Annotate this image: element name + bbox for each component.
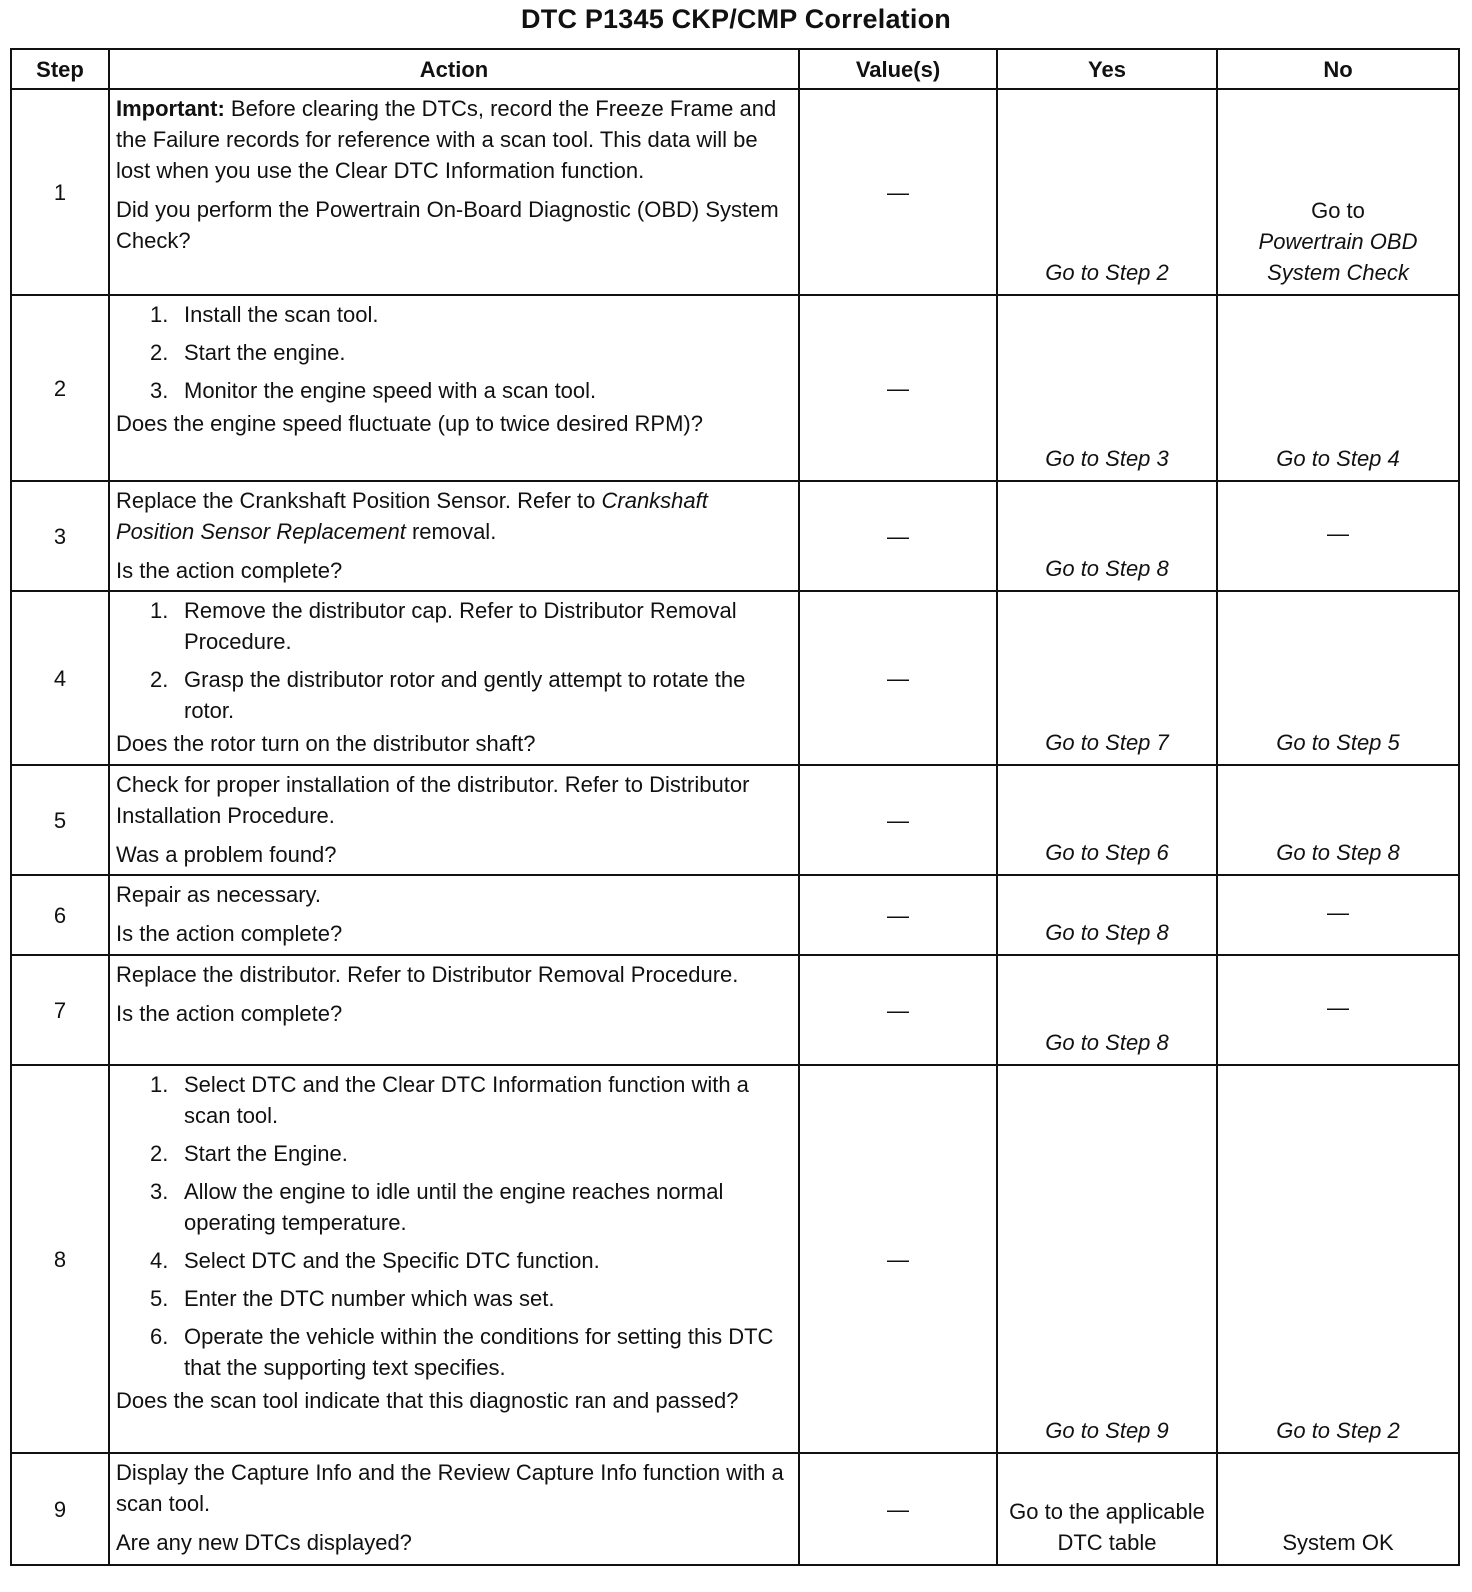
action-cell: [109, 1065, 799, 1453]
action-cell: [109, 295, 799, 481]
value-cell: —: [799, 295, 997, 481]
list-item: 5. Enter the DTC number which was set.: [150, 1286, 555, 1311]
header-step: Step: [11, 49, 109, 89]
table-row: [11, 1453, 1459, 1565]
action-question: Are any new DTCs displayed?: [116, 1530, 412, 1555]
action-text: Display the Capture Info and the Review Capture Info function with a scan tool.: [116, 1460, 784, 1516]
table-row: [11, 875, 1459, 955]
step-number: 9: [11, 1453, 109, 1565]
step-number: 3: [11, 481, 109, 591]
step-number: 1: [11, 89, 109, 295]
table-row: [11, 295, 1459, 481]
action-question: Is the action complete?: [116, 558, 343, 583]
important-note: [116, 93, 792, 186]
list-item: 3. Monitor the engine speed with a scan tool.: [150, 378, 597, 403]
action-text: Check for proper installation of the distributor. Refer to Distributor Installation Procedure.: [116, 772, 750, 828]
value-cell: —: [799, 765, 997, 875]
no-cell: System OK: [1217, 1453, 1459, 1565]
list-item: 1. Select DTC and the Clear DTC Information function with a scan tool.: [150, 1072, 749, 1128]
table-row: [11, 1065, 1459, 1453]
action-cell: [109, 765, 799, 875]
yes-cell: Go to Step 8: [997, 875, 1217, 955]
no-cell: Go to Step 2: [1217, 1065, 1459, 1453]
important-label: Important:: [116, 96, 225, 121]
list-item: 2. Start the engine.: [150, 340, 346, 365]
no-cell: —: [1217, 955, 1459, 1065]
yes-cell: Go to Step 7: [997, 591, 1217, 765]
action-cell: [109, 1453, 799, 1565]
important-text: Before clearing the DTCs, record the Freeze Frame and the Failure records for reference with a scan tool. This data will be lost when you use the Clear DTC Information function.: [116, 96, 777, 183]
list-item: 1. Install the scan tool.: [150, 302, 379, 327]
action-cell: [109, 481, 799, 591]
action-cell: [109, 875, 799, 955]
value-cell: —: [799, 591, 997, 765]
header-row: [11, 49, 1459, 89]
table-row: [11, 955, 1459, 1065]
action-question: Does the scan tool indicate that this diagnostic ran and passed?: [116, 1388, 739, 1413]
value-cell: —: [799, 1065, 997, 1453]
no-cell: Go to Step 4: [1217, 295, 1459, 481]
action-cell: [109, 955, 799, 1065]
value-cell: —: [799, 955, 997, 1065]
list-item: 1. Remove the distributor cap. Refer to Distributor Removal Procedure.: [150, 598, 737, 654]
table-row: [11, 591, 1459, 765]
value-cell: —: [799, 89, 997, 295]
action-text: Repair as necessary.: [116, 882, 322, 907]
header-action: Action: [109, 49, 799, 89]
header-yes: Yes: [997, 49, 1217, 89]
step-number: 2: [11, 295, 109, 481]
yes-cell: Go to Step 3: [997, 295, 1217, 481]
table-row: [11, 481, 1459, 591]
no-cell: —: [1217, 481, 1459, 591]
action-question: Does the rotor turn on the distributor shaft?: [116, 731, 536, 756]
list-item: 2. Start the Engine.: [150, 1141, 348, 1166]
action-question: Is the action complete?: [116, 1001, 343, 1026]
no-reference: Powertrain OBD System Check: [1258, 229, 1418, 285]
action-text: Replace the distributor. Refer to Distributor Removal Procedure.: [116, 962, 739, 987]
action-question: Is the action complete?: [116, 921, 343, 946]
value-cell: —: [799, 481, 997, 591]
action-question: Did you perform the Powertrain On-Board Diagnostic (OBD) System Check?: [116, 197, 779, 253]
page-title: DTC P1345 CKP/CMP Correlation: [521, 4, 951, 34]
action-question: Was a problem found?: [116, 842, 337, 867]
list-item: 4. Select DTC and the Specific DTC function.: [150, 1248, 600, 1273]
no-prefix: Go to: [1311, 198, 1365, 223]
step-number: 8: [11, 1065, 109, 1453]
list-item: 3. Allow the engine to idle until the engine reaches normal operating temperature.: [150, 1179, 724, 1235]
action-cell: [109, 89, 799, 295]
list-item: 6. Operate the vehicle within the conditions for setting this DTC that the supporting text specifies.: [150, 1324, 774, 1380]
yes-cell: Go to Step 9: [997, 1065, 1217, 1453]
yes-cell: Go to Step 8: [997, 481, 1217, 591]
header-no: No: [1217, 49, 1459, 89]
value-cell: —: [799, 1453, 997, 1565]
dtc-table: [10, 48, 1460, 1566]
reference-link: Crankshaft Position Sensor Replacement: [116, 488, 708, 544]
yes-cell: Go to the applicable DTC table: [997, 1453, 1217, 1565]
step-number: 5: [11, 765, 109, 875]
action-steps: [116, 1069, 792, 1383]
no-cell: [1217, 89, 1459, 295]
no-cell: Go to Step 8: [1217, 765, 1459, 875]
no-cell: —: [1217, 875, 1459, 955]
table-row: [11, 89, 1459, 295]
value-cell: —: [799, 875, 997, 955]
action-text: Replace the Crankshaft Position Sensor. Refer to Crankshaft Position Sensor Replacement removal.: [116, 488, 708, 544]
action-question: Does the engine speed fluctuate (up to twice desired RPM)?: [116, 411, 703, 436]
yes-cell: Go to Step 6: [997, 765, 1217, 875]
yes-cell: Go to Step 8: [997, 955, 1217, 1065]
list-item: 2. Grasp the distributor rotor and gently attempt to rotate the rotor.: [150, 667, 746, 723]
no-cell: Go to Step 5: [1217, 591, 1459, 765]
step-number: 4: [11, 591, 109, 765]
action-steps: [116, 299, 792, 406]
action-steps: [116, 595, 792, 726]
table-row: [11, 765, 1459, 875]
yes-cell: Go to Step 2: [997, 89, 1217, 295]
step-number: 7: [11, 955, 109, 1065]
step-number: 6: [11, 875, 109, 955]
action-cell: [109, 591, 799, 765]
header-values: Value(s): [799, 49, 997, 89]
